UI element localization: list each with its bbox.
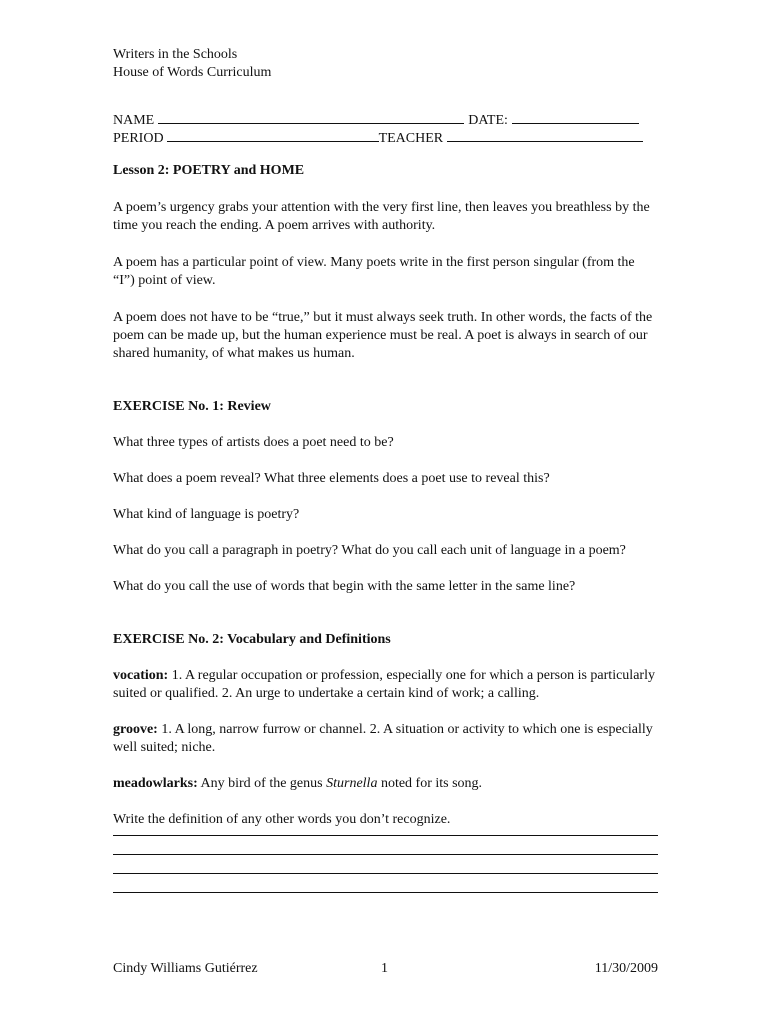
- footer-author: Cindy Williams Gutiérrez: [113, 961, 258, 976]
- program-name: Writers in the Schools: [113, 47, 238, 62]
- review-question: What does a poem reveal? What three elements does a poet use to reveal this?: [113, 471, 550, 486]
- definition-instruction: Write the definition of any other words you don’t recognize.: [113, 812, 451, 827]
- answer-line[interactable]: [113, 855, 658, 874]
- teacher-blank[interactable]: [447, 128, 643, 142]
- definition-text: Any bird of the genus: [197, 776, 327, 791]
- review-question: What do you call a paragraph in poetry? What do you call each unit of language in a poem?: [113, 543, 626, 558]
- exercise-2-title: EXERCISE No. 2: Vocabulary and Definitions: [113, 632, 391, 647]
- definition-text: 1. A regular occupation or profession, especially one for which a person is particularly suited or qualified. 2. An urge to undertake a certain kind of work; a calling.: [113, 668, 655, 701]
- definition-groove: [113, 721, 658, 757]
- lesson-title: Lesson 2: POETRY and HOME: [113, 163, 305, 178]
- definition-text: noted for its song.: [377, 776, 483, 791]
- period-blank[interactable]: [167, 128, 379, 142]
- definition-text: 1. A long, narrow furrow or channel. 2. A situation or activity to which one is especially well suited; niche.: [113, 722, 653, 755]
- review-question: What do you call the use of words that begin with the same letter in the same line?: [113, 579, 576, 594]
- curriculum-name: House of Words Curriculum: [113, 65, 272, 80]
- worksheet-page: [113, 46, 658, 893]
- intro-paragraph: A poem does not have to be “true,” but it must always seek truth. In other words, the facts of the poem can be made up, but the human experience must be real. A poet is always in search of our shared humanity, of what makes us human.: [113, 310, 653, 361]
- document-header: [113, 46, 658, 82]
- answer-line[interactable]: [113, 829, 658, 836]
- page-footer: [113, 960, 658, 978]
- name-blank[interactable]: [158, 110, 464, 124]
- name-label: NAME: [113, 113, 155, 128]
- review-question: What three types of artists does a poet need to be?: [113, 435, 394, 450]
- definition-vocation: [113, 667, 658, 703]
- definition-term: meadowlarks:: [113, 776, 198, 791]
- name-date-row: [113, 110, 658, 128]
- definition-term: vocation:: [113, 668, 169, 683]
- teacher-label: TEACHER: [378, 131, 444, 146]
- answer-lines: [113, 829, 658, 893]
- footer-date: 11/30/2009: [594, 961, 658, 976]
- date-blank[interactable]: [512, 110, 639, 124]
- exercise-1-title: EXERCISE No. 1: Review: [113, 399, 271, 414]
- review-question: What kind of language is poetry?: [113, 507, 300, 522]
- date-label: DATE:: [468, 113, 508, 128]
- intro-paragraph: A poem has a particular point of view. Many poets write in the first person singular (from the “I”) point of view.: [113, 255, 635, 288]
- period-teacher-row: [113, 128, 658, 146]
- student-info-form: [113, 110, 658, 146]
- definition-term: groove:: [113, 722, 158, 737]
- answer-line[interactable]: [113, 874, 658, 893]
- intro-paragraph: A poem’s urgency grabs your attention with the very first line, then leaves you breathless by the time you reach the ending. A poem arrives with authority.: [113, 200, 650, 233]
- answer-line[interactable]: [113, 836, 658, 855]
- definition-meadowlarks: [113, 775, 658, 793]
- genus-name: Sturnella: [326, 776, 378, 791]
- footer-page-number: 1: [381, 961, 388, 976]
- period-label: PERIOD: [113, 131, 164, 146]
